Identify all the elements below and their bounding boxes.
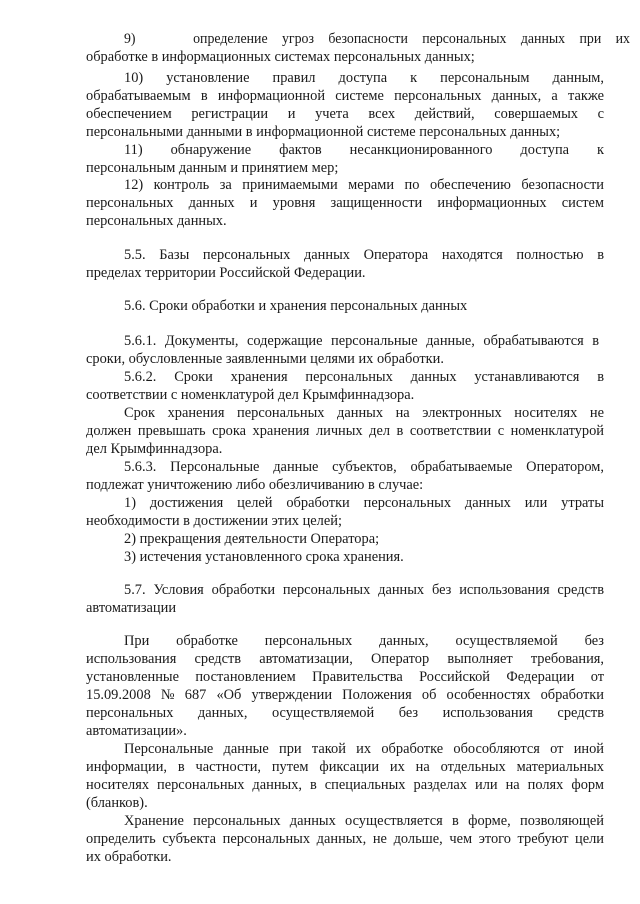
text-line: 5.5. Базы персональных данных Оператора находятся полностью в [124, 247, 604, 263]
text-line: 9) определение угроз безопасности персональных данных при их [124, 31, 630, 47]
text-line: 5.6.1. Документы, содержащие персональные данные, обрабатываются в [124, 333, 600, 349]
text-line: пределах территории Российской Федерации. [86, 265, 366, 281]
text-line: 15.09.2008 № 687 «Об утверждении Положения об особенностях обработки [86, 687, 604, 703]
text-line: (бланков). [86, 795, 148, 811]
text-line: должен превышать срока хранения личных дел в соответствии с номенклатурой [86, 423, 604, 439]
text-line: необходимости в достижении этих целей; [86, 513, 342, 529]
text-line: Хранение персональных данных осуществляется в форме, позволяющей [124, 813, 604, 829]
text-line: соответствии с номенклатурой дел Крымфиннадзора. [86, 387, 415, 403]
text-line: 1) достижения целей обработки персональных данных или утраты [124, 495, 604, 511]
text-line: автоматизации». [86, 723, 187, 739]
text-line: 3) истечения установленного срока хранения. [124, 549, 404, 565]
text-line: 10) установление правил доступа к персональным данным, [124, 70, 604, 86]
text-line: информации, в частности, путем фиксации их на отдельных материальных [86, 759, 604, 775]
text-line: Персональные данные при такой их обработке обособляются от иной [124, 741, 604, 757]
text-line: персональных данных и уровня защищенности информационных систем [86, 195, 604, 211]
text-line: 5.6.2. Сроки хранения персональных данных устанавливаются в [124, 369, 604, 385]
text-line: персональным данным и принятием мер; [86, 160, 339, 176]
text-line: носителях персональных данных, в специальных разделах или на полях форм [86, 777, 604, 793]
text-line: При обработке персональных данных, осуществляемой без [124, 633, 604, 649]
text-line: использования средств автоматизации, Оператор выполняет требования, [86, 651, 604, 667]
text-line: дел Крымфиннадзора. [86, 441, 223, 457]
text-line: обрабатываемым в информационной системе персональных данных, а также [86, 88, 604, 104]
text-line: 5.7. Условия обработки персональных данных без использования средств [124, 582, 604, 598]
text-line: сроки, обусловленные заявленными целями их обработки. [86, 351, 444, 367]
text-line: Срок хранения персональных данных на электронных носителях не [124, 405, 604, 421]
text-line: персональными данными в информационной системе персональных данных; [86, 124, 561, 140]
text-line: установленные постановлением Правительства Российской Федерации от [86, 669, 604, 685]
text-line: автоматизации [86, 600, 177, 616]
text-line: 5.6.3. Персональные данные субъектов, обрабатываемые Оператором, [124, 459, 604, 475]
text-line: определить субъекта персональных данных, не дольше, чем этого требуют цели [86, 831, 604, 847]
text-line: персональных данных. [86, 213, 227, 229]
text-line: обеспечением регистрации и учета всех действий, совершаемых с [86, 106, 604, 122]
text-line: персональных данных, осуществляемой без использования средств [86, 705, 604, 721]
text-line: 5.6. Сроки обработки и хранения персональных данных [124, 298, 468, 314]
text-line: 12) контроль за принимаемыми мерами по обеспечению безопасности [124, 177, 604, 193]
text-line: 11) обнаружение фактов несанкционированного доступа к [124, 142, 604, 158]
text-line: их обработки. [86, 849, 172, 865]
text-line: обработке в информационных системах персональных данных; [86, 49, 475, 65]
text-line: 2) прекращения деятельности Оператора; [124, 531, 380, 547]
text-line: подлежат уничтожению либо обезличиванию в случае: [86, 477, 424, 493]
